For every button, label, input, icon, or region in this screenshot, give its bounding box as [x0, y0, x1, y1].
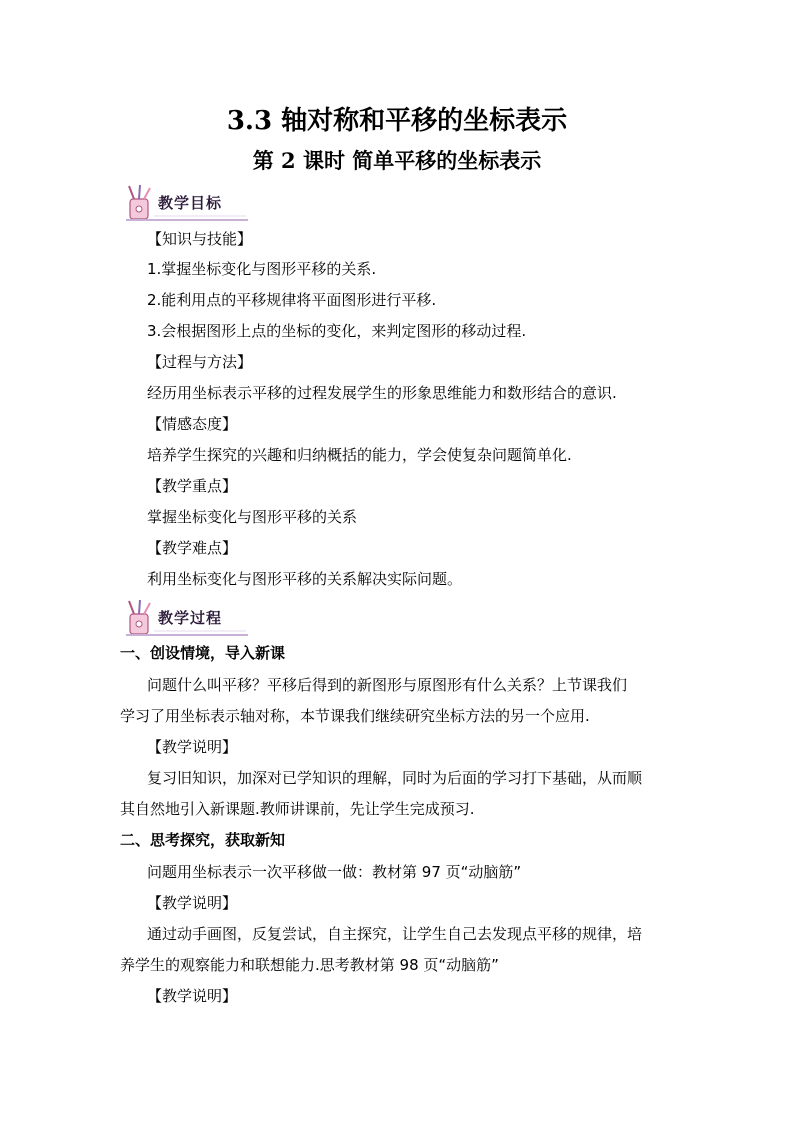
- method-heading: 【过程与方法】: [147, 353, 253, 371]
- method-text: 经历用坐标表示平移的过程发展学生的形象思维能力和数形结合的意识.: [147, 384, 617, 402]
- step2-note-line2: 养学生的观察能力和联想能力.思考教材第 98 页“动脑筋”: [120, 956, 499, 974]
- emotion-text: 培养学生探究的兴趣和归纳概括的能力，学会使复杂问题简单化.: [147, 446, 572, 464]
- step1-note-line1: 复习旧知识，加深对已学知识的理解，同时为后面的学习打下基础，从而顺: [147, 769, 643, 787]
- step2-note2-heading: 【教学说明】: [147, 987, 238, 1005]
- step1-heading: 一、创设情境，导入新课: [120, 644, 286, 662]
- key-point-text: 掌握坐标变化与图形平移的关系: [147, 508, 358, 526]
- step1-note-heading: 【教学说明】: [147, 738, 238, 756]
- step1-question-line2: 学习了用坐标表示轴对称，本节课我们继续研究坐标方法的另一个应用.: [120, 707, 590, 725]
- step2-note-line1: 通过动手画图，反复尝试，自主探究，让学生自己去发现点平移的规律，培: [147, 925, 643, 943]
- step2-note-heading: 【教学说明】: [147, 894, 238, 912]
- key-point-heading: 【教学重点】: [147, 477, 238, 495]
- step1-question-line1: 问题什么叫平移？平移后得到的新图形与原图形有什么关系？上节课我们: [147, 676, 628, 694]
- section-header-process: [120, 598, 250, 638]
- emotion-heading: 【情感态度】: [147, 415, 238, 433]
- section-label-goals: 教学目标: [158, 194, 223, 212]
- knowledge-heading: 【知识与技能】: [147, 230, 253, 248]
- knowledge-item-1: 1.掌握坐标变化与图形平移的关系.: [147, 260, 377, 278]
- page-subtitle: 第 2 课时 简单平移的坐标表示: [252, 148, 542, 173]
- section-header-goals: [120, 183, 250, 223]
- knowledge-item-2: 2.能利用点的平移规律将平面图形进行平移.: [147, 291, 437, 309]
- page-title: 3.3 轴对称和平移的坐标表示: [226, 106, 568, 136]
- knowledge-item-3: 3.会根据图形上点的坐标的变化，来判定图形的移动过程.: [147, 322, 527, 340]
- difficulty-text: 利用坐标变化与图形平移的关系解决实际问题。: [147, 570, 463, 588]
- step2-question: 问题用坐标表示一次平移做一做：教材第 97 页“动脑筋”: [147, 863, 522, 881]
- step1-note-line2: 其自然地引入新课题.教师讲课前，先让学生完成预习.: [120, 800, 475, 818]
- section-label-process: 教学过程: [158, 609, 223, 627]
- step2-heading: 二、思考探究，获取新知: [120, 831, 286, 849]
- difficulty-heading: 【教学难点】: [147, 539, 238, 557]
